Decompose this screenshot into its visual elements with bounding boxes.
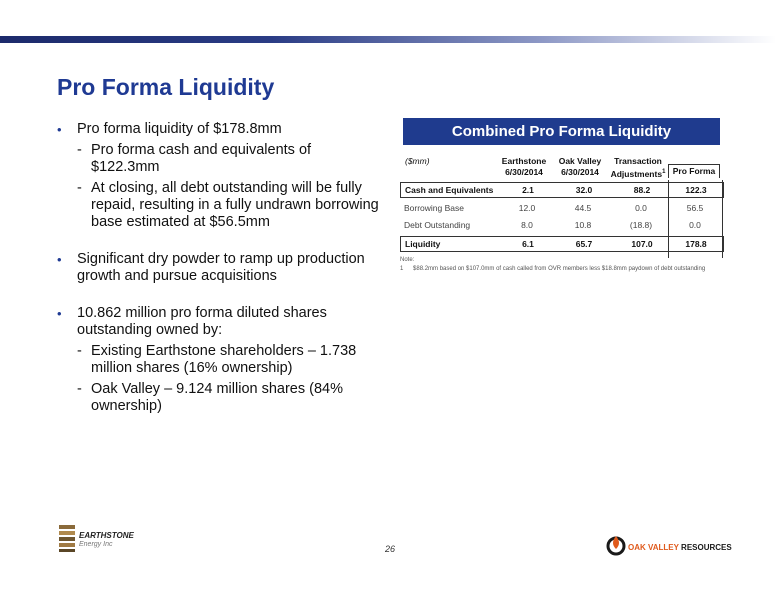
bullet-item xyxy=(57,121,382,138)
oak-valley-logo: OAK VALLEY RESOURCES xyxy=(606,533,726,561)
table-row: Cash and Equivalents 2.1 32.0 88.2 122.3 xyxy=(400,182,724,198)
header-gradient-bar xyxy=(0,36,776,43)
sub-bullet-text: Pro forma cash and equivalents of $122.3mm xyxy=(91,142,312,175)
table-row: Borrowing Base 12.0 44.5 0.0 56.5 xyxy=(404,203,704,213)
bullet-item xyxy=(57,305,382,339)
dash-icon: - xyxy=(77,343,82,359)
units-label: ($mm) xyxy=(405,156,430,166)
bullet-dot-icon: • xyxy=(57,252,62,267)
sub-bullet xyxy=(57,180,382,231)
dash-icon: - xyxy=(77,180,82,196)
pro-forma-column-border xyxy=(722,180,723,258)
table-row: Debt Outstanding 8.0 10.8 (18.8) 0.0 xyxy=(404,220,701,230)
bullet-list xyxy=(57,121,382,415)
bullet-dot-icon: • xyxy=(57,122,62,137)
sub-bullet xyxy=(57,343,382,377)
table-row: Liquidity 6.1 65.7 107.0 178.8 xyxy=(400,236,724,252)
column-header: Pro Forma xyxy=(668,164,720,178)
dash-icon: - xyxy=(77,142,82,158)
earthstone-mark-icon xyxy=(57,523,77,553)
page-title: Pro Forma Liquidity xyxy=(57,74,275,100)
sub-bullet-text: Existing Earthstone shareholders – 1.738 million shares (16% ownership) xyxy=(91,343,357,376)
oak-valley-mark-icon xyxy=(606,533,626,557)
column-header: Transaction Adjustments$^1$ xyxy=(610,156,666,179)
bullet-text: Significant dry powder to ramp up production growth and pursue acquisitions xyxy=(77,251,365,284)
bullet-dot-icon: • xyxy=(57,306,62,321)
column-header: Oak Valley 6/30/2014 xyxy=(558,156,602,177)
earthstone-logo: EARTHSTONE Energy Inc xyxy=(57,523,177,555)
bullet-item xyxy=(57,251,382,285)
bullet-text: Pro forma liquidity of $178.8mm xyxy=(77,121,282,137)
note-label: Note: xyxy=(400,257,415,263)
sub-bullet-text: Oak Valley – 9.124 million shares (84% ownership) xyxy=(91,381,343,414)
sub-bullet xyxy=(57,381,382,415)
bullet-text: 10.862 million pro forma diluted shares outstanding owned by: xyxy=(77,305,327,338)
page-number: 26 xyxy=(385,544,396,554)
footnote: 1 $88.2mm based on $107.0mm of cash called from OVR members less $18.8mm paydown of debt outstanding xyxy=(400,266,706,272)
sub-bullet-text: At closing, all debt outstanding will be fully repaid, resulting in a fully undrawn borrowing base estimated at $56.5mm xyxy=(91,180,379,230)
sub-bullet xyxy=(57,142,382,176)
table-title: Combined Pro Forma Liquidity xyxy=(403,118,720,145)
column-header: Earthstone 6/30/2014 xyxy=(501,156,547,177)
dash-icon: - xyxy=(77,381,82,397)
pro-forma-column-border xyxy=(668,180,669,258)
